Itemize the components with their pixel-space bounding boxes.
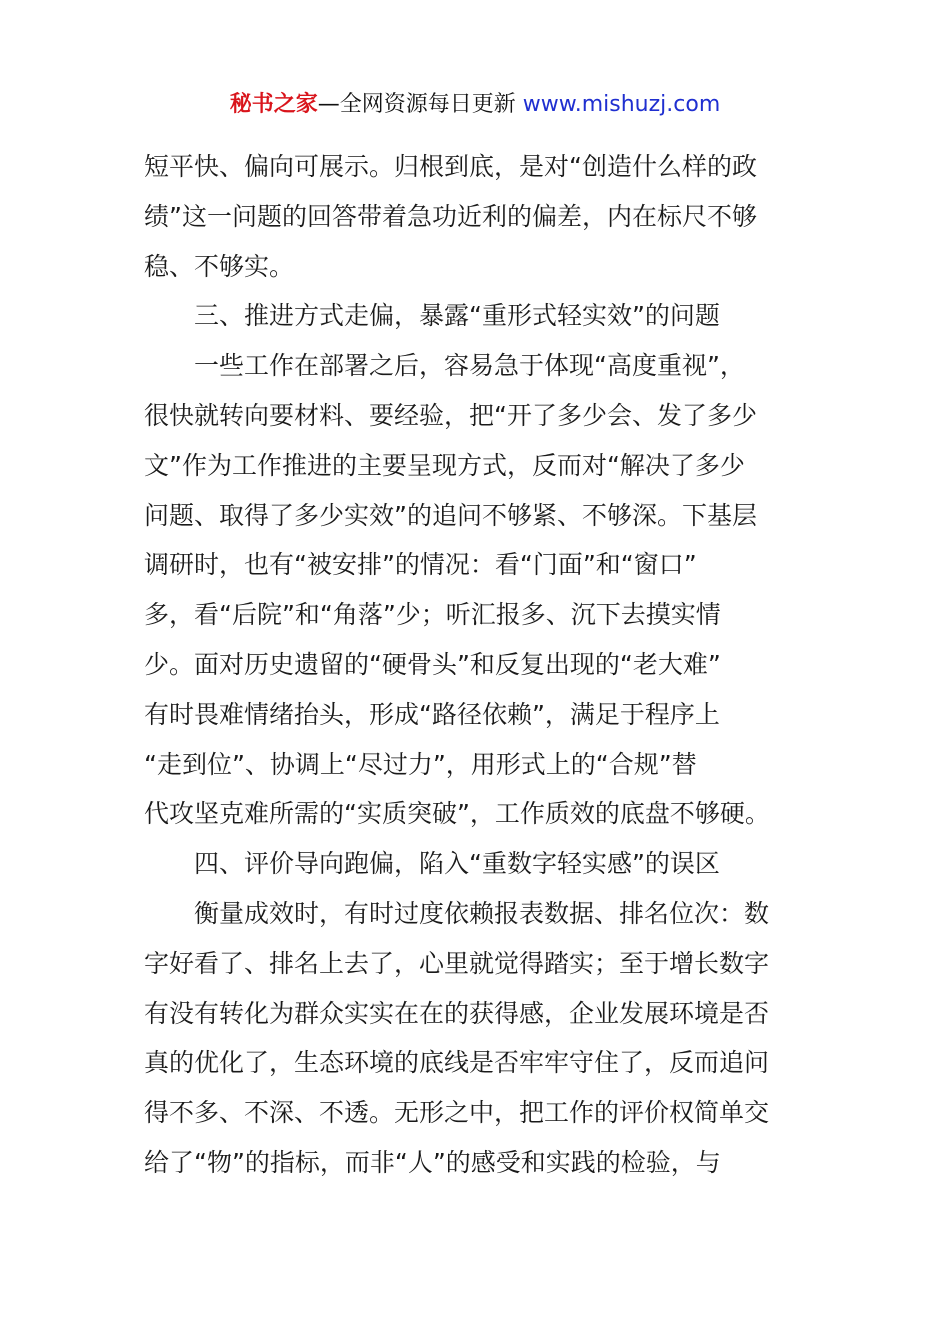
text-line: 绩”这一问题的回答带着急功近利的偏差，内在标尺不够 — [144, 201, 757, 231]
text-line: 多，看“后院”和“角落”少；听汇报多、沉下去摸实情 — [144, 600, 721, 630]
text-line: 少。面对历史遗留的“硬骨头”和反复出现的“老大难” — [144, 649, 721, 679]
text-line: 调研时，也有“被安排”的情况：看“门面”和“窗口” — [144, 550, 697, 580]
text-line: 真的优化了，生态环境的底线是否牢牢守住了，反而追问 — [144, 1048, 770, 1078]
page-header — [0, 88, 950, 122]
header-slogan: —全网资源每日更新 — [317, 92, 516, 117]
text-line: 有时畏难情绪抬头，形成“路径依赖”，满足于程序上 — [144, 699, 720, 729]
text-line: 一些工作在部署之后，容易急于体现“高度重视”， — [194, 351, 745, 381]
site-url[interactable]: www.mishuzj.com — [522, 92, 721, 117]
text-line: 稳、不够实。 — [144, 251, 295, 281]
text-line: 四、评价导向跑偏，陷入“重数字轻实感”的误区 — [194, 849, 720, 879]
text-line: 得不多、不深、不透。无形之中，把工作的评价权简单交 — [144, 1098, 770, 1128]
text-line: 问题、取得了多少实效”的追问不够紧、不够深。下基层 — [144, 500, 757, 530]
text-line: 文”作为工作推进的主要呈现方式，反而对“解决了多少 — [144, 450, 745, 480]
text-line: 短平快、偏向可展示。归根到底，是对“创造什么样的政 — [144, 152, 757, 181]
text-line: 代攻坚克难所需的“实质突破”，工作质效的底盘不够硬。 — [144, 799, 770, 829]
text-line: 衡量成效时，有时过度依赖报表数据、排名位次：数 — [194, 898, 770, 928]
text-line: 很快就转向要材料、要经验，把“开了多少会、发了多少 — [144, 400, 757, 430]
text-line: 字好看了、排名上去了，心里就觉得踏实；至于增长数字 — [144, 948, 770, 978]
text-line: “走到位”、协调上“尽过力”，用形式上的“合规”替 — [144, 749, 697, 779]
brand-name: 秘书之家 — [229, 92, 318, 117]
document-body — [144, 142, 808, 1188]
text-line: 给了“物”的指标，而非“人”的感受和实践的检验，与 — [144, 1147, 721, 1177]
text-line: 三、推进方式走偏，暴露“重形式轻实效”的问题 — [194, 301, 720, 331]
text-line: 有没有转化为群众实实在在的获得感，企业发展环境是否 — [144, 998, 770, 1028]
